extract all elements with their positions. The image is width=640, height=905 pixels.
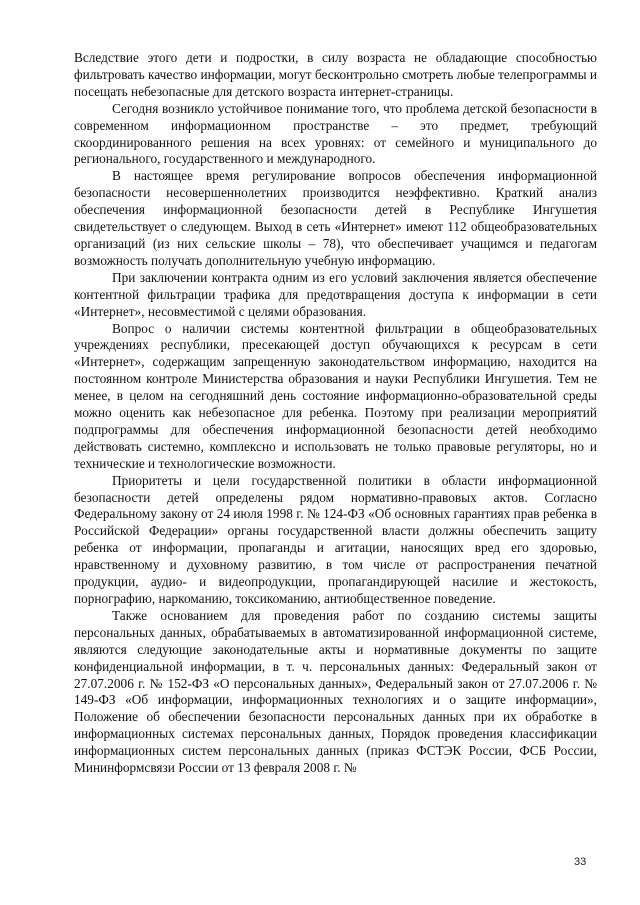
paragraph-7: Также основанием для проведения работ по созданию системы защиты персональных данных, обрабатываемых в автоматизированной информационной системе, являются следующие законодательные акты и нормативные документы по защите конфиденциальной информации, в т. ч. персональных данных: Федеральный закон от 27.07.2006 г. № 152-ФЗ «О персональных данных», Федеральный закон от 27.07.2006 г. № 149-ФЗ «Об информации, информационных технологиях и о защите информации», Положение об обеспечении безопасности персональных данных при их обработке в информационных системах персональных данных, Порядок проведения классификации информационных систем персональных данных (приказ ФСТЭК России, ФСБ России, Мининформсвязи России от 13 февраля 2008 г. № [74, 607, 597, 776]
paragraph-4: При заключении контракта одним из его условий заключения является обеспечение контентной фильтрации трафика для предотвращения доступа к информации в сети «Интернет», несовместимой с целями образования. [74, 269, 597, 319]
paragraph-1: Вследствие этого дети и подростки, в силу возраста не обладающие способностью фильтровать качество информации, могут бесконтрольно смотреть любые телепрограммы и посещать небезопасные для детского возраста интернет-страницы. [74, 50, 597, 99]
paragraph-5: Вопрос о наличии системы контентной фильтрации в общеобразовательных учреждениях республики, пресекающей доступ обучающихся к ресурсам в сети «Интернет», содержащим запрещенную законодательством информацию, находится на постоянном контроле Министерства образования и науки Республики Ингушетия. Тем не менее, в целом на сегодняшний день состояние информационно-образовательной среды можно оценить как небезопасное для ребенка. Поэтому при реализации мероприятий подпрограммы для обеспечения информационной безопасности детей необходимо действовать системно, комплексно и использовать не только правовые регуляторы, но и технические и технологические возможности. [74, 320, 597, 471]
paragraph-3: В настоящее время регулирование вопросов обеспечения информационной безопасности несовершеннолетних производится неэффективно. Краткий анализ обеспечения информационной безопасности детей в Республике Ингушетия свидетельствует о следующем. Выход в сеть «Интернет» имеют 112 общеобразовательных организаций (из них сельские школы – 78), что обеспечивает учащимся и педагогам возможность получать дополнительную учебную информацию. [74, 168, 597, 268]
page-number: 33 [574, 856, 587, 868]
paragraph-6: Приоритеты и цели государственной политики в области информационной безопасности детей определены рядом нормативно-правовых актов. Согласно Федеральному закону от 24 июля 1998 г. № 124-ФЗ «Об основных гарантиях прав ребенка в Российской Федерации» органы государственной власти должны обеспечить защиту ребенка от информации, пропаганды и агитации, наносящих вред его здоровью, нравственному и духовному развитию, в том числе от распространения печатной продукции, аудио- и видеопродукции, пропагандирующей насилие и жестокость, порнографию, наркоманию, токсикоманию, антиобщественное поведение. [74, 472, 597, 606]
document-page [74, 50, 597, 777]
paragraph-2: Сегодня возникло устойчивое понимание того, что проблема детской безопасности в современном информационном пространстве – это предмет, требующий скоординированного решения на всех уровнях: от семейного и муниципального до регионального, государственного и международного. [74, 100, 597, 167]
